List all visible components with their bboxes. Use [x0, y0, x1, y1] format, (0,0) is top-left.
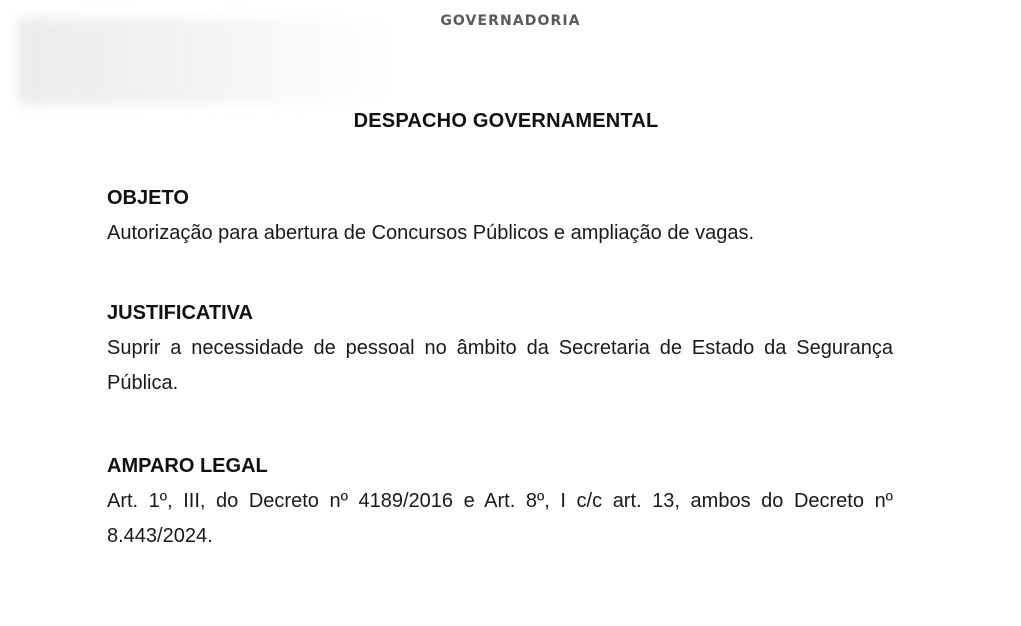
section-text: Suprir a necessidade de pessoal no âmbito da Secretaria de Estado da Segurança Pública. — [107, 337, 893, 394]
section-heading: AMPARO LEGAL — [107, 455, 268, 477]
section-justificativa — [107, 301, 893, 401]
section-text: Art. 1º, III, do Decreto nº 4189/2016 e Art. 8º, I c/c art. 13, ambos do Decreto nº 8.443/2024. — [107, 490, 893, 547]
section-objeto — [107, 186, 893, 251]
section-text: Autorização para abertura de Concursos Públicos e ampliação de vagas. — [107, 222, 755, 244]
section-heading: OBJETO — [107, 187, 189, 209]
header-shadow — [18, 18, 398, 104]
section-amparo-legal — [107, 454, 893, 554]
organization-name: GOVERNADORIA — [440, 13, 581, 29]
document-title: DESPACHO GOVERNAMENTAL — [353, 110, 659, 132]
section-heading: JUSTIFICATIVA — [107, 302, 253, 324]
